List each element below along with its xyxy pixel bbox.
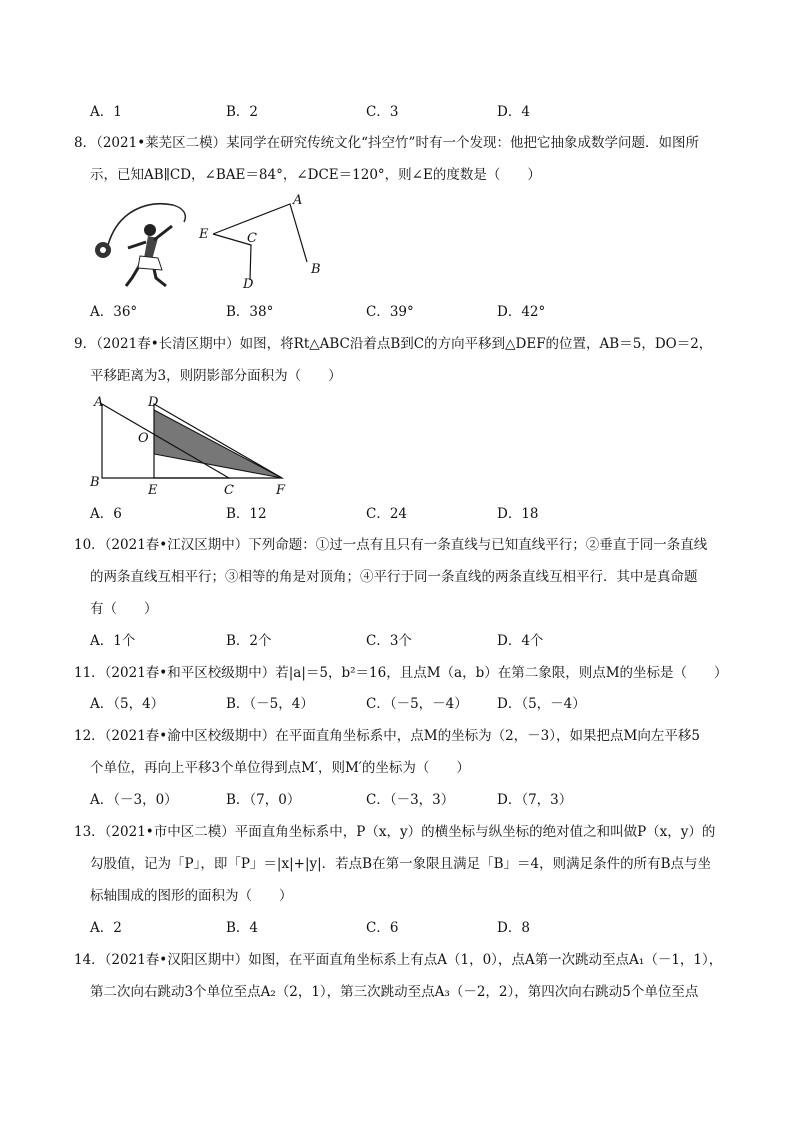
q9-option-b: B．12 xyxy=(226,506,267,522)
q9-label-c: C xyxy=(224,483,234,498)
q8-option-b: B．38° xyxy=(226,304,274,320)
q13-option-c: C．6 xyxy=(366,920,399,936)
q9-label-e: E xyxy=(148,483,158,498)
q13-stem-line2: 勾股值，记为「P」，即「P」＝|x|+|y|．若点B在第一象限且满足「B」＝4，则满足条件的所有B点与坐 xyxy=(90,856,712,872)
q10-option-c: C．3个 xyxy=(366,633,412,649)
q13-option-d: D．8 xyxy=(497,920,530,936)
q11-option-b: B．（－5，4） xyxy=(226,696,314,712)
q8-label-c: C xyxy=(247,231,257,246)
q11-option-d: D．（5，－4） xyxy=(497,696,586,712)
q14-stem-line2: 第二次向右跳动3个单位至点A₂（2，1），第三次跳动至点A₃（－2，2），第四次向右跳动5个单位至点 xyxy=(90,984,699,1000)
q12-option-d: D．（7，3） xyxy=(497,792,573,808)
q11-stem-line1: 11．（2021春•和平区校级期中）若|a|＝5，b²＝16，且点M（a，b）在第二象限，则点M的坐标是（ ） xyxy=(74,665,728,681)
q8-label-b: B xyxy=(311,262,321,277)
q7-option-d: D．4 xyxy=(497,104,530,120)
q7-option-b: B．2 xyxy=(226,104,259,120)
q9-label-b: B xyxy=(90,475,100,490)
q8-label-e: E xyxy=(199,227,209,242)
q9-label-a: A xyxy=(94,395,104,410)
q9-option-a: A．6 xyxy=(90,506,122,522)
q13-option-b: B．4 xyxy=(226,920,259,936)
q9-option-c: C．24 xyxy=(366,506,408,522)
q8-stem-line1: 8．（2021•莱芜区二模）某同学在研究传统文化“抖空竹”时有一个发现：他把它抽象成数学问题．如图所 xyxy=(74,135,699,151)
q12-stem-line1: 12．（2021春•渝中区校级期中）在平面直角坐标系中，点M的坐标为（2，－3），如果把点M向左平移5 xyxy=(74,728,700,744)
q8-label-a: A xyxy=(293,193,303,208)
q13-option-a: A．2 xyxy=(90,920,122,936)
q12-option-b: B．（7，0） xyxy=(226,792,301,808)
q10-option-b: B．2个 xyxy=(226,633,272,649)
q10-option-a: A．1个 xyxy=(90,633,136,649)
q14-stem-line1: 14．（2021春•汉阳区期中）如图，在平面直角坐标系上有点A（1，0），点A第一次跳动至点A₁（－1，1）， xyxy=(74,952,723,968)
q8-option-a: A．36° xyxy=(90,304,138,320)
q9-label-d: D xyxy=(148,395,159,410)
q12-stem-line2: 个单位，再向上平移3个单位得到点M′，则M′的坐标为（ ） xyxy=(90,760,470,776)
q10-stem-line1: 10．（2021春•江汉区期中）下列命题：①过一点有且只有一条直线与已知直线平行；②垂直于同一条直线 xyxy=(74,537,708,553)
q8-option-c: C．39° xyxy=(366,304,414,320)
q13-stem-line1: 13．（2021•市中区二模）平面直角坐标系中，P（x，y）的横坐标与纵坐标的绝对值之和叫做P（x，y）的 xyxy=(74,824,716,840)
q9-label-o: O xyxy=(138,431,149,446)
q11-option-c: C．（－5，－4） xyxy=(366,696,468,712)
q8-parallel-lines-figure xyxy=(190,190,330,290)
q9-translation-figure xyxy=(84,392,304,500)
q13-stem-line3: 标轴围成的图形的面积为（ ） xyxy=(90,888,293,904)
q10-stem-line2: 的两条直线互相平行；③相等的角是对顶角；④平行于同一条直线的两条直线互相平行．其中是真命题 xyxy=(90,569,698,585)
q7-option-a: A．1 xyxy=(90,104,122,120)
q9-stem-line1: 9．（2021春•长清区期中）如图，将Rt△ABC沿着点B到C的方向平移到△DEF的位置，AB＝5，DO＝2， xyxy=(74,336,713,352)
q8-option-d: D．42° xyxy=(497,304,546,320)
q9-stem-line2: 平移距离为3，则阴影部分面积为（ ） xyxy=(90,368,342,384)
q12-option-a: A．（－3，0） xyxy=(90,792,178,808)
q8-stem-line2: 示，已知AB∥CD，∠BAE＝84°，∠DCE＝120°，则∠E的度数是（ ） xyxy=(90,167,541,183)
q10-option-d: D．4个 xyxy=(497,633,544,649)
q7-option-c: C．3 xyxy=(366,104,399,120)
q12-option-c: C．（－3，3） xyxy=(366,792,455,808)
q9-option-d: D．18 xyxy=(497,506,539,522)
q11-option-a: A．（5，4） xyxy=(90,696,165,712)
q8-label-d: D xyxy=(243,277,254,290)
kongzhu-player-illustration xyxy=(88,200,198,292)
q10-stem-line3: 有（ ） xyxy=(90,601,158,617)
q9-label-f: F xyxy=(276,483,286,498)
